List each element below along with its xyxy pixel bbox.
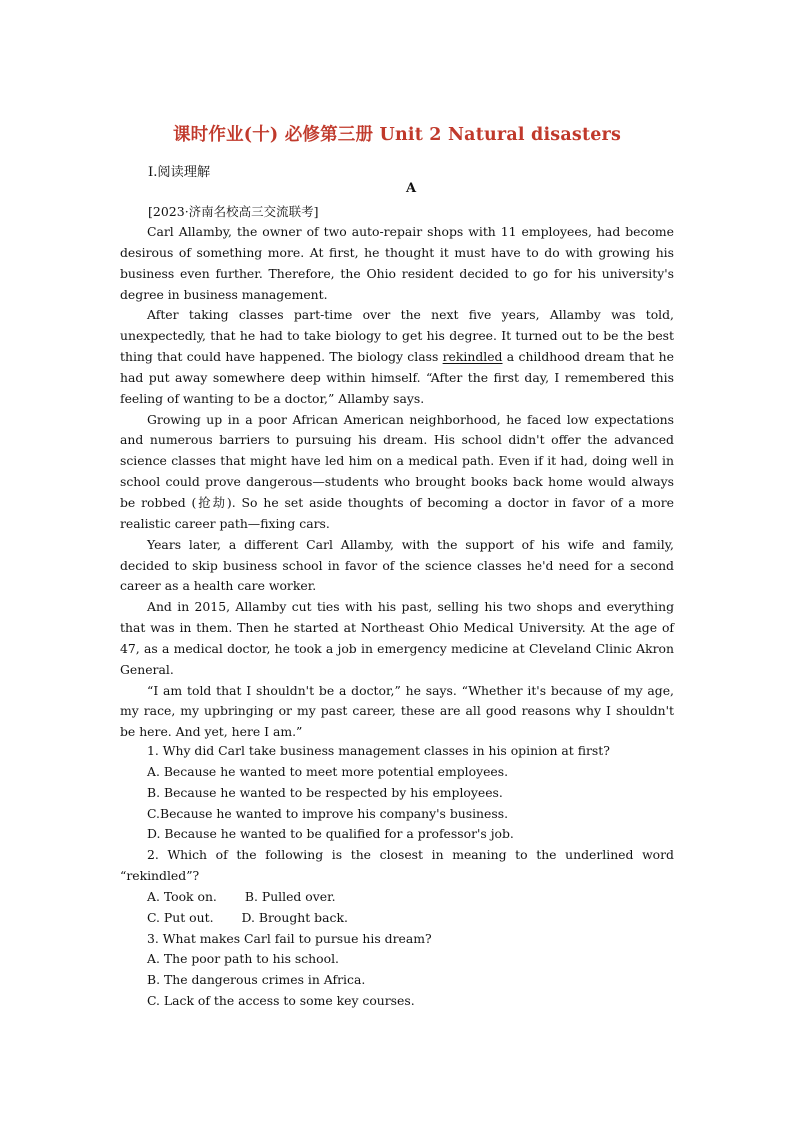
question-1-stem: 1. Why did Carl take business management classes in his opinion at first? (147, 743, 610, 758)
question-1-option-c: C.Because he wanted to improve his company's business. (147, 805, 509, 821)
paragraph-2-text-after: a childhood dream that he had put away somewhere deep within himself. “After the first day, I remembered this feeling of wanting to be a doctor,” Allamby says. (120, 349, 674, 406)
question-2-option-a: A. Took on. (147, 888, 217, 904)
question-2-option-d: D. Brought back. (241, 909, 348, 925)
question-2-option-b: B. Pulled over. (244, 888, 336, 904)
question-2-options-row-1 (120, 887, 674, 908)
question-1-option-a: A. Because he wanted to meet more potential employees. (147, 763, 509, 779)
passage-body (120, 222, 674, 743)
question-1-option-d: D. Because he wanted to be qualified for a professor's job. (147, 826, 514, 842)
passage-source: [2023·济南名校高三交流联考] (148, 204, 319, 219)
question-2-option-c: C. Put out. (147, 909, 214, 925)
question-3-option-c: C. Lack of the access to some key courses. (147, 993, 415, 1009)
question-2-stem: 2. Which of the following is the closest in meaning to the underlined word “rekindled”? (120, 847, 674, 884)
passage-paragraph-6: “I am told that I shouldn't be a doctor,” he says. “Whether it's because of my age, my race, my upbringing or my past career, these are all good reasons why I shouldn't be here. And yet, here I am.” (120, 682, 674, 740)
section-heading: Ⅰ.阅读理解 (148, 165, 211, 180)
question-3-stem: 3. What makes Carl fail to pursue his dream? (147, 930, 432, 946)
passage-paragraph-4: Years later, a different Carl Allamby, with the support of his wife and family, decided to skip business school in favor of the science classes he'd need for a second career as a health care worker. (120, 536, 674, 594)
passage-label: A (405, 181, 417, 196)
passage-paragraph-1: Carl Allamby, the owner of two auto-repair shops with 11 employees, had become desirous of something more. At first, he thought it must have to do with growing his business even further. Therefore, the Ohio resident decided to go for his university's degree in business management. (120, 224, 674, 302)
passage-paragraph-5: And in 2015, Allamby cut ties with his past, selling his two shops and everything that was in them. Then he started at Northeast Ohio Medical University. At the age of 47, as a medical doctor, he took a job in emergency medicine at Cleveland Clinic Akron General. (120, 599, 674, 677)
passage-paragraph-2 (120, 305, 674, 409)
question-list (120, 741, 674, 1012)
question-1-option-b: B. Because he wanted to be respected by his employees. (147, 784, 503, 800)
question-3-option-a: A. The poor path to his school. (147, 951, 339, 967)
question-3-option-b: B. The dangerous crimes in Africa. (147, 972, 366, 988)
passage-paragraph-3: Growing up in a poor African American neighborhood, he faced low expectations and numerous barriers to pursuing his dream. His school didn't offer the advanced science classes that might have led him on a medical path. Even if it had, doing well in school could prove dangerous—students who brought books back home would always be robbed (抢劫). So he set aside thoughts of becoming a doctor in favor of a more realistic career path—fixing cars. (120, 411, 674, 531)
underlined-word: rekindled (442, 349, 503, 365)
page-title: 课时作业(十) 必修第三册 Unit 2 Natural disasters (172, 125, 622, 145)
question-2-options-row-2 (120, 908, 674, 929)
paragraph-2-text-before: After taking classes part-time over the next five years, Allamby was told, unexpectedly, that he had to take biology to get his degree. It turned out to be the best thing that could have happened. The biology class (120, 307, 674, 365)
